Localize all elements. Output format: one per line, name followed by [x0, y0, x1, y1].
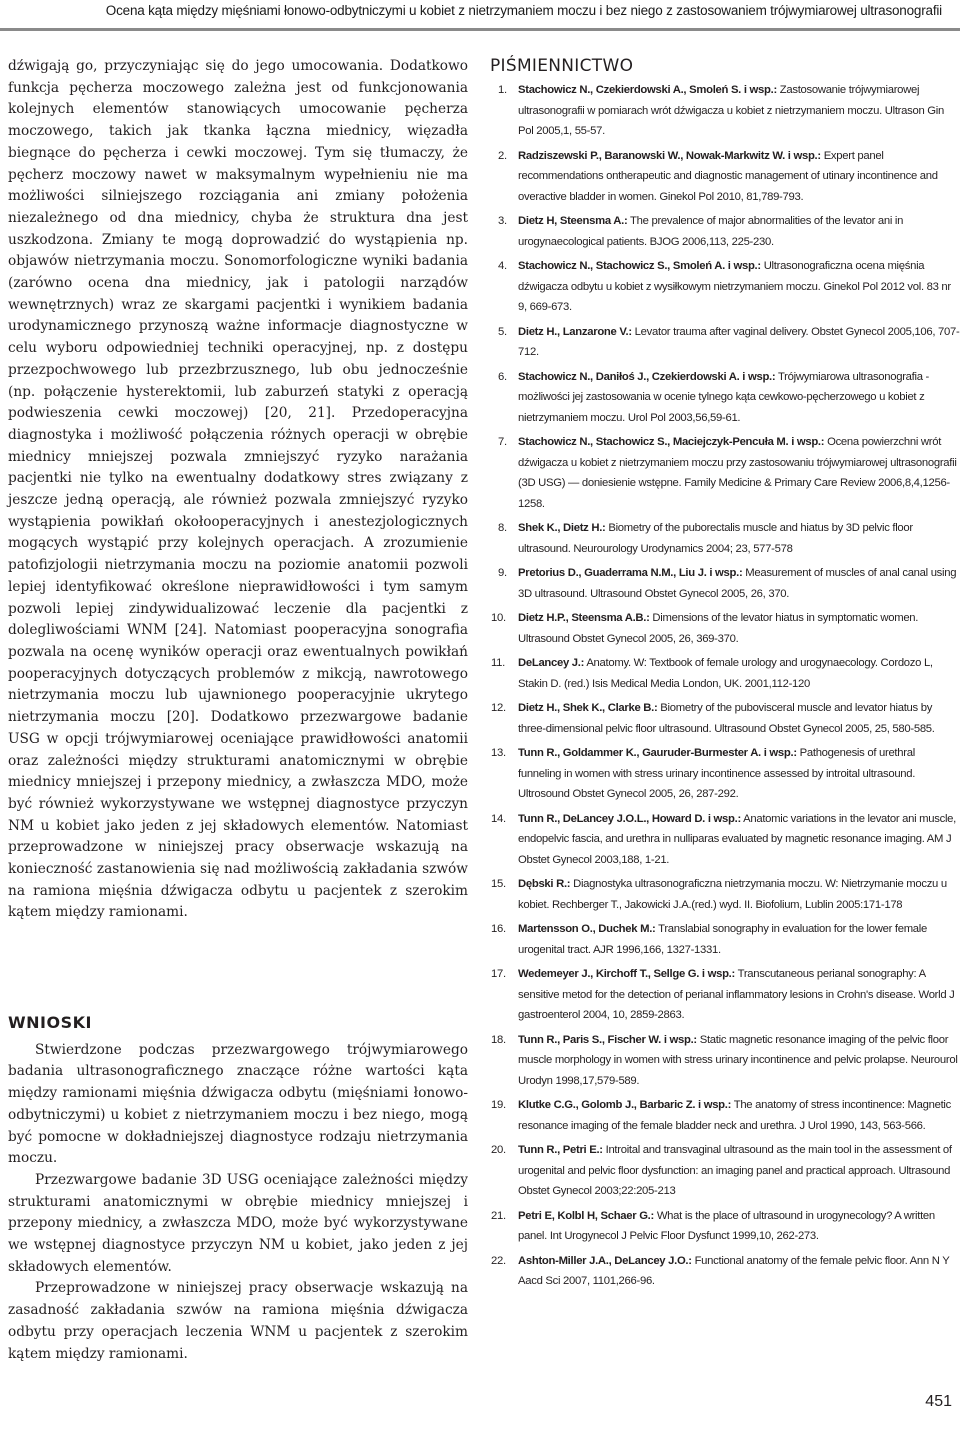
page-number: 451 [925, 1393, 952, 1410]
conclusions-section [8, 1012, 468, 1365]
reference-text: Expert panel recommendations ontherapeutic and diagnostic management of utinary incontinence and overactive bladder in women. Ginekol Pol 2010, 81,789-793. [518, 149, 938, 203]
reference-item [490, 919, 960, 960]
reference-item [490, 809, 960, 871]
reference-text: Diagnostyka ultrasonograficzna nietrzymania moczu. W: Nietrzymanie moczu u kobiet. Rechberger T., Jakowicki J.A.(red.) wyd. II. Biofolium, Lublin 2005:171-178 [518, 878, 947, 911]
reference-authors: Klutke C.G., Golomb J., Barbaric Z. i wsp.: [518, 1099, 732, 1111]
reference-authors: Dietz H, Steensma A.: [518, 215, 628, 227]
reference-authors: Tunn R., Goldammer K., Gauruder-Burmester A. i wsp.: [518, 747, 797, 759]
reference-item [490, 1251, 960, 1292]
reference-text: Biometry of the puborectalis muscle and hiatus by 3D pelvic floor ultrasound. Neurourology Urodynamics 2004; 23, 577-578 [518, 522, 913, 555]
reference-number: 21. [491, 1209, 506, 1222]
reference-item [490, 1095, 960, 1136]
reference-number: 18. [491, 1033, 506, 1046]
reference-text: What is the place of ultrasound in urogynecology? A written panel. Int Urogynecol J Pelvic Floor Dysfunct 1999,10, 262-273. [518, 1209, 935, 1242]
conclusion-paragraph-1: Stwierdzone podczas przezwargowego trójwymiarowego badania ultrasonograficznego znaczące różne wartości kąta między ramionami mięśnia dźwigacza odbytu (mięśniami łonowo-odbytniczymi) u kobiet z nietrzymaniem moczu i bez niego, mogą być pomocne w dokładniejszej diagnostyce rodzaju nietrzymania moczu. [8, 1041, 468, 1167]
reference-list [490, 80, 960, 1292]
discussion-paragraph: dźwigają go, przyczyniając się do jego umocowania. Dodatkowo funkcja pęcherza moczowego zależna jest od funkcjonowania kolejnych elementów stanowiących umocowanie pęcherza moczowego, takich jak tkanka łączna miednicy, więzadła biegnące do pęcherza i cewki moczowej. Tym się tłumaczy, że pęcherz moczowy nawet w maksymalnym wypełnieniu nie ma możliwości silniejszego rozciągania ani zmiany położenia niezależnego od dna miednicy, chyba że struktura dna jest uszkodzona. Zmiany te mogą doprowadzić do wystąpienia np. objawów nietrzymania moczu. Sonomorfologiczne wyniki badania (zarówno ocena dna miednicy, jak i patologii narządów wewnętrznych) wraz ze skargami pacjentki i wynikiem badania urodynamicznego przynoszą ważne informacje diagnostyczne w celu wyboru odpowiedniej techniki operacyjnej, np. z dostępu przezpochwowego lub przezbrzusznego, lub obu jednocześnie (np. połączenie hysterektomii, lub zaburzeń statyki z operacją podwieszenia cewki moczowej) [20, 21]. Przedoperacyjna diagnostyka i możliwość połączenia różnych operacji w obrębie miednicy mniejszej pozwala zmniejszyć ryzyko narażania pacjentki nie tylko na ewentualny dodatkowy stres związany z jeszcze jedną operacją, ale również pozwala zmniejszyć ryzyko wystąpienia powikłań okołooperacyjnych i anestezjologicznych mogących wystąpić przy kolejnych operacjach. A zrozumienie patofizjologii nietrzymania moczu na poziomie anatomii pozwoli lepiej identyfikować określone nieprawidłowości i tym samym pozwoli lepiej zindywidualizować leczenie dla pacjentki z dolegliwościami WNM [24]. Natomiast pooperacyjna sonografia pozwala na ocenę wyników operacji oraz ewentualnych powikłań pooperacyjnych dotyczących problemów z mikcją, nawrotowego nietrzymania moczu lub ujawnionego pooperacyjnie ukrytego nietrzymania moczu [20]. Dodatkowo przezwargowe badanie USG w opcji trójwymiarowej oceniające prawidłowości anatomii oraz zależności między strukturami anatomicznymi w obrębie miednicy mniejszej i przepony miednicy, a zwłaszcza MDO, może być również wykorzystywane we wstępnej diagnostyce przyczyn NM u kobiet jako jeden z jej składowych elementów. Natomiast przeprowadzone w niniejszej pracy obserwacje wskazują na konieczność zastanowienia się nad możliwością zakładania szwów na ramiona mięśnia dźwigacza odbytu u pacjentek z szerokim kątem między ramionami. [8, 58, 468, 921]
reference-authors: Ashton-Miller J.A., DeLancey J.O.: [518, 1254, 692, 1267]
reference-number: 15. [491, 878, 506, 890]
reference-text: Zastosowanie trójwymiarowej ultrasonografii w pomiarach wrót dźwigacza u kobiet z nietrzymaniem moczu. Ultrason Gin Pol 2005,1, 55-57. [518, 84, 944, 137]
reference-number: 11. [491, 657, 505, 669]
reference-number: 22. [491, 1254, 506, 1267]
reference-item [490, 608, 960, 649]
reference-item [490, 367, 960, 429]
reference-authors: DeLancey J.: [518, 657, 585, 669]
reference-text: Ultrasonograficzna ocena mięśnia dźwigacza odbytu u kobiet z wysiłkowym nietrzymaniem moczu. Ginekol Pol 2012 vol. 83 nr 9, 669-673. [518, 260, 951, 313]
reference-authors: Petri E, Kolbl H, Schaer G.: [518, 1209, 654, 1222]
reference-authors: Tunn R., DeLancey J.O.L., Howard D. i wsp.: [518, 812, 741, 825]
reference-item [490, 653, 960, 694]
reference-number: 10. [491, 612, 506, 624]
reference-item [490, 146, 960, 208]
reference-authors: Stachowicz N., Daniłoś J., Czekierdowski A. i wsp.: [518, 370, 776, 383]
reference-item [490, 211, 960, 252]
reference-authors: Pretorius D., Guaderrama N.M., Liu J. i wsp.: [518, 567, 743, 579]
references-column [490, 56, 960, 1296]
reference-text: Transcutaneous perianal sonography: A sensitive metod for the detection of perianal inflammatory lesions in Crohn's disease. World J gastroenterol 2004, 10, 2859-2863. [518, 968, 955, 1021]
reference-authors: Radziszewski P., Baranowski W., Nowak-Markwitz W. i wsp.: [518, 149, 821, 162]
references-heading: PIŚMIENNICTWO [490, 56, 634, 76]
reference-item [490, 518, 960, 559]
reference-number: 1. [498, 84, 507, 96]
reference-item [490, 964, 960, 1026]
reference-item [490, 563, 960, 604]
reference-number: 9. [498, 567, 507, 579]
reference-number: 6. [498, 370, 507, 383]
reference-text: The anatomy of stress incontinence: Magnetic resonance imaging of the female bladder neck and urethra. J Urol 1990, 143, 563-566. [518, 1099, 951, 1132]
running-header [0, 0, 960, 34]
reference-authors: Tunn R., Petri E.: [518, 1144, 603, 1156]
reference-item [490, 1030, 960, 1092]
reference-text: Dimensions of the levator hiatus in symptomatic women. Ultrasound Obstet Gynecol 2005, 26, 369-370. [518, 612, 919, 645]
reference-number: 8. [498, 522, 507, 534]
reference-text: Levator trauma after vaginal delivery. Obstet Gynecol 2005,106, 707-712. [518, 325, 960, 358]
reference-item [490, 432, 960, 514]
reference-number: 5. [498, 325, 507, 338]
reference-item [490, 322, 960, 363]
reference-authors: Stachowicz N., Stachowicz S., Maciejczyk-Pencuła M. i wsp.: [518, 436, 825, 448]
reference-number: 13. [491, 747, 506, 759]
reference-authors: Shek K., Dietz H.: [518, 522, 606, 534]
reference-authors: Stachowicz N., Stachowicz S., Smoleń A. i wsp.: [518, 260, 761, 272]
reference-number: 3. [498, 215, 507, 227]
reference-text: Trójwymiarowa ultrasonografia - możliwości jej zastosowania w ocenie tylnego kąta cewkowo-pęcherzowego u kobiet z nietrzymaniem moczu. Urol Pol 2003,56,59-61. [518, 370, 929, 424]
reference-authors: Dietz H., Lanzarone V.: [518, 325, 632, 338]
reference-item [490, 874, 960, 915]
reference-authors: Tunn R., Paris S., Fischer W. i wsp.: [518, 1033, 697, 1046]
reference-number: 4. [498, 260, 507, 272]
reference-number: 2. [498, 149, 507, 162]
conclusion-paragraph-2: Przezwargowe badanie 3D USG oceniające zależności między strukturami anatomicznymi w obrębie miednicy mniejszej i przepony miednicy, a zwłaszcza MDO, może być wykorzystywane we wstępnej diagnostyce przyczyn NM u kobiet, jako jeden z jej składowych elementów. [8, 1171, 468, 1275]
reference-number: 12. [491, 702, 506, 714]
reference-text: Anatomic variations in the levator ani muscle, endopelvic fascia, and urethra in nulliparas evaluated by magnetic resonance imaging. AM J Obstet Gynecol 2003,188, 1-21. [518, 812, 956, 866]
reference-text: Measurement of muscles of anal canal using 3D ultrasound. Ultrasound Obstet Gynecol 2005, 26, 370. [518, 567, 957, 600]
reference-authors: Dietz H., Shek K., Clarke B.: [518, 702, 658, 714]
reference-text: Introital and transvaginal ultrasound as the main tool in the assessment of urogenital and pelvic floor dysfunction: an imaging panel and practical approach. Ultrasound Obstet Gynecol 2003;22:205-213 [518, 1144, 952, 1197]
reference-text: Anatomy. W: Textbook of female urology and urogynaecology. Cordozo L, Stakin D. (red.) Isis Medical Media London, UK. 2001,112-120 [518, 657, 933, 690]
reference-text: The prevalence of major abnormalities of the levator ani in urogynaecological patients. BJOG 2006,113, 225-230. [518, 215, 904, 248]
reference-item [490, 80, 960, 142]
reference-item [490, 1140, 960, 1202]
reference-number: 20. [491, 1144, 506, 1156]
reference-number: 17. [491, 968, 506, 980]
reference-text: Translabial sonography in evaluation for the lower female urogenital tract. AJR 1996,166, 1327-1331. [518, 923, 927, 956]
reference-text: Pathogenesis of urethral funneling in women with stress urinary incontinence assessed by introital ultrasound. Ultrosound Obstet Gynecol 2005, 26, 287-292. [518, 747, 916, 800]
reference-number: 16. [491, 923, 506, 935]
reference-authors: Martensson O., Duchek M.: [518, 923, 656, 935]
conclusions-heading: WNIOSKI [8, 1013, 92, 1032]
reference-item [490, 1206, 960, 1247]
reference-authors: Stachowicz N., Czekierdowski A., Smoleń S. i wsp.: [518, 84, 777, 96]
reference-authors: Wedemeyer J., Kirchoff T., Sellge G. i wsp.: [518, 968, 735, 980]
reference-text: Ocena powierzchni wrót dźwigacza u kobiet z nietrzymaniem moczu przy zastosowaniu trójwymiarowej ultrasonografii (3D USG) — doniesienie wstępne. Family Medicine & Primary Care Review 2006,8,4,1256-1258. [518, 436, 957, 510]
running-title: Ocena kąta między mięśniami łonowo-odbytniczymi u kobiet z nietrzymaniem moczu i bez niego z zastosowaniem trójwymiarowej ultrasonografii [105, 3, 942, 18]
reference-number: 19. [491, 1099, 506, 1111]
reference-number: 7. [498, 436, 507, 448]
reference-text: Static magnetic resonance imaging of the pelvic floor muscle morphology in women with stress urinary incontinence and pelvic prolapse. Neurourol Urodyn 1998,17,579-589. [518, 1033, 958, 1087]
reference-item [490, 256, 960, 318]
reference-number: 14. [491, 812, 506, 825]
reference-item [490, 743, 960, 805]
reference-text: Biometry of the pubovisceral muscle and levator hiatus by three-dimensional pelvic floor ultrasound. Ultrasound Obstet Gynecol 2005, 25, 580-585. [518, 702, 935, 735]
header-rule [0, 28, 960, 31]
conclusion-paragraph-3: Przeprowadzone w niniejszej pracy obserwacje wskazują na zasadność zakładania szwów na ramiona mięśnia dźwigacza odbytu przy operacjach leczenia WNM u pacjentek z szerokim kątem między ramionami. [8, 1280, 468, 1362]
reference-authors: Dębski R.: [518, 878, 571, 890]
reference-authors: Dietz H.P., Steensma A.B.: [518, 612, 650, 624]
reference-item [490, 698, 960, 739]
reference-text: Functional anatomy of the female pelvic floor. Ann N Y Aacd Sci 2007, 1101,266-96. [518, 1254, 950, 1287]
body-column-left [8, 56, 468, 924]
